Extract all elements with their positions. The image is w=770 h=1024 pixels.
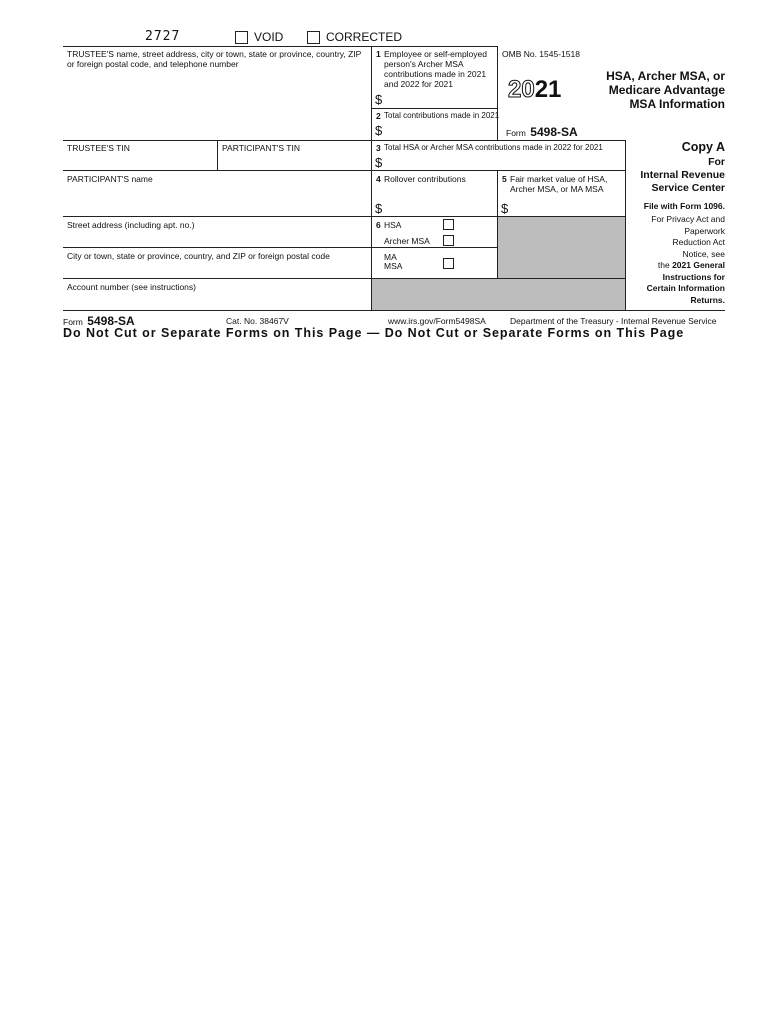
department-label: Department of the Treasury - Internal Revenue Service	[510, 316, 717, 326]
form-title	[580, 69, 725, 111]
irs-url[interactable]: www.irs.gov/Form5498SA	[388, 316, 486, 326]
copy-for: For	[708, 156, 725, 168]
omb-form-word: Form	[506, 128, 526, 138]
box6-archer-label: Archer MSA	[384, 236, 430, 246]
box4-label: Rollover contributions	[384, 174, 466, 184]
box2-label: Total contributions made in 2021	[384, 111, 500, 120]
line-box1-box2	[371, 108, 497, 109]
footer-form-number: 5498-SA	[87, 314, 135, 328]
trustee-name-field[interactable]	[64, 72, 370, 138]
omb-form-id	[506, 123, 578, 141]
box2-number: 2	[376, 111, 381, 121]
shaded-area-account	[372, 279, 625, 310]
void-label: VOID	[254, 30, 284, 44]
box1-label: Employee or self-employed person's Archer MSA contributions made in 2021 and 2022 for 2021	[384, 49, 487, 89]
box1-number: 1	[376, 49, 381, 59]
omb-number: OMB No. 1545-1518	[502, 49, 580, 59]
privacy-line4: Notice, see	[682, 248, 725, 259]
do-not-cut-notice: Do Not Cut or Separate Forms on This Page — Do Not Cut or Separate Forms on This Page	[63, 326, 685, 340]
privacy-line5	[628, 260, 725, 272]
box6-ma-msa-checkbox[interactable]	[443, 258, 454, 269]
participant-name-label: PARTICIPANT'S name	[67, 174, 153, 184]
tax-year-bold: 21	[534, 76, 562, 103]
corrected-checkbox[interactable]	[307, 31, 320, 44]
box4-dollar: $	[375, 201, 383, 216]
trustee-name-label: TRUSTEE'S name, street address, city or town, state or province, country, ZIP or foreign postal code, and telephone number	[67, 49, 362, 69]
copy-irs-line1: Internal Revenue	[640, 169, 725, 181]
box6-hsa-checkbox[interactable]	[443, 219, 454, 230]
box3-label: Total HSA or Archer MSA contributions made in 2022 for 2021	[384, 143, 603, 152]
privacy-line1: For Privacy Act and	[651, 214, 725, 224]
privacy-line5-pre: the	[657, 260, 673, 270]
box6-number: 6	[376, 220, 381, 230]
catalog-number: Cat. No. 38467V	[226, 316, 289, 326]
box4-number: 4	[376, 174, 381, 184]
street-label: Street address (including apt. no.)	[67, 220, 195, 230]
box3-dollar: $	[375, 155, 383, 170]
form-top-border	[63, 46, 497, 47]
line-tin-divider	[217, 140, 218, 170]
box5-number: 5	[502, 174, 507, 184]
box6-ma-label-line1: MA	[384, 252, 397, 262]
privacy-line2: Paperwork	[684, 225, 725, 236]
trustee-tin-label: TRUSTEE'S TIN	[67, 143, 130, 153]
box2-dollar: $	[375, 123, 383, 138]
city-label: City or town, state or province, country, and ZIP or foreign postal code	[67, 251, 330, 261]
copy-irs-line2: Service Center	[651, 182, 725, 194]
form-bottom-border	[63, 310, 625, 311]
line-omb-left	[497, 46, 498, 140]
box5-dollar: $	[501, 201, 509, 216]
privacy-line7: Certain Information	[646, 283, 725, 293]
copy-label: Copy A	[681, 140, 725, 154]
void-checkbox[interactable]	[235, 31, 248, 44]
corrected-label: CORRECTED	[326, 30, 403, 44]
shaded-area-box6	[498, 217, 625, 278]
form-title-line3: MSA Information	[629, 97, 725, 111]
participant-tin-label: PARTICIPANT'S TIN	[222, 143, 300, 153]
box1-dollar: $	[375, 92, 383, 107]
form-title-line2: Medicare Advantage	[608, 83, 725, 97]
privacy-line5-bold: 2021 General	[672, 260, 725, 270]
account-label: Account number (see instructions)	[67, 282, 196, 292]
privacy-line6: Instructions for	[662, 271, 725, 282]
form-code: 2727	[145, 29, 181, 44]
form-title-line1: HSA, Archer MSA, or	[606, 69, 725, 83]
box3-number: 3	[376, 143, 381, 153]
box6-archer-checkbox[interactable]	[443, 235, 454, 246]
line-row-city	[63, 247, 497, 248]
line-row-name	[63, 170, 625, 171]
box6-hsa-label: HSA	[384, 220, 402, 230]
line-copy-panel-left	[625, 140, 626, 310]
omb-form-number: 5498-SA	[530, 125, 578, 139]
privacy-line8: Returns.	[690, 294, 725, 305]
file-with: File with Form 1096.	[643, 201, 725, 211]
privacy-line3: Reduction Act	[672, 237, 725, 247]
tax-year-outline: 20	[508, 76, 535, 103]
footer-form-word: Form	[63, 317, 83, 327]
line-copy-panel-bottom	[625, 310, 725, 311]
copy-panel	[628, 140, 725, 306]
line-left-col	[371, 46, 372, 310]
tax-year	[508, 77, 561, 103]
box6-ma-label-line2: MSA	[384, 261, 403, 271]
box5-label: Fair market value of HSA, Archer MSA, or MA MSA	[510, 174, 608, 194]
